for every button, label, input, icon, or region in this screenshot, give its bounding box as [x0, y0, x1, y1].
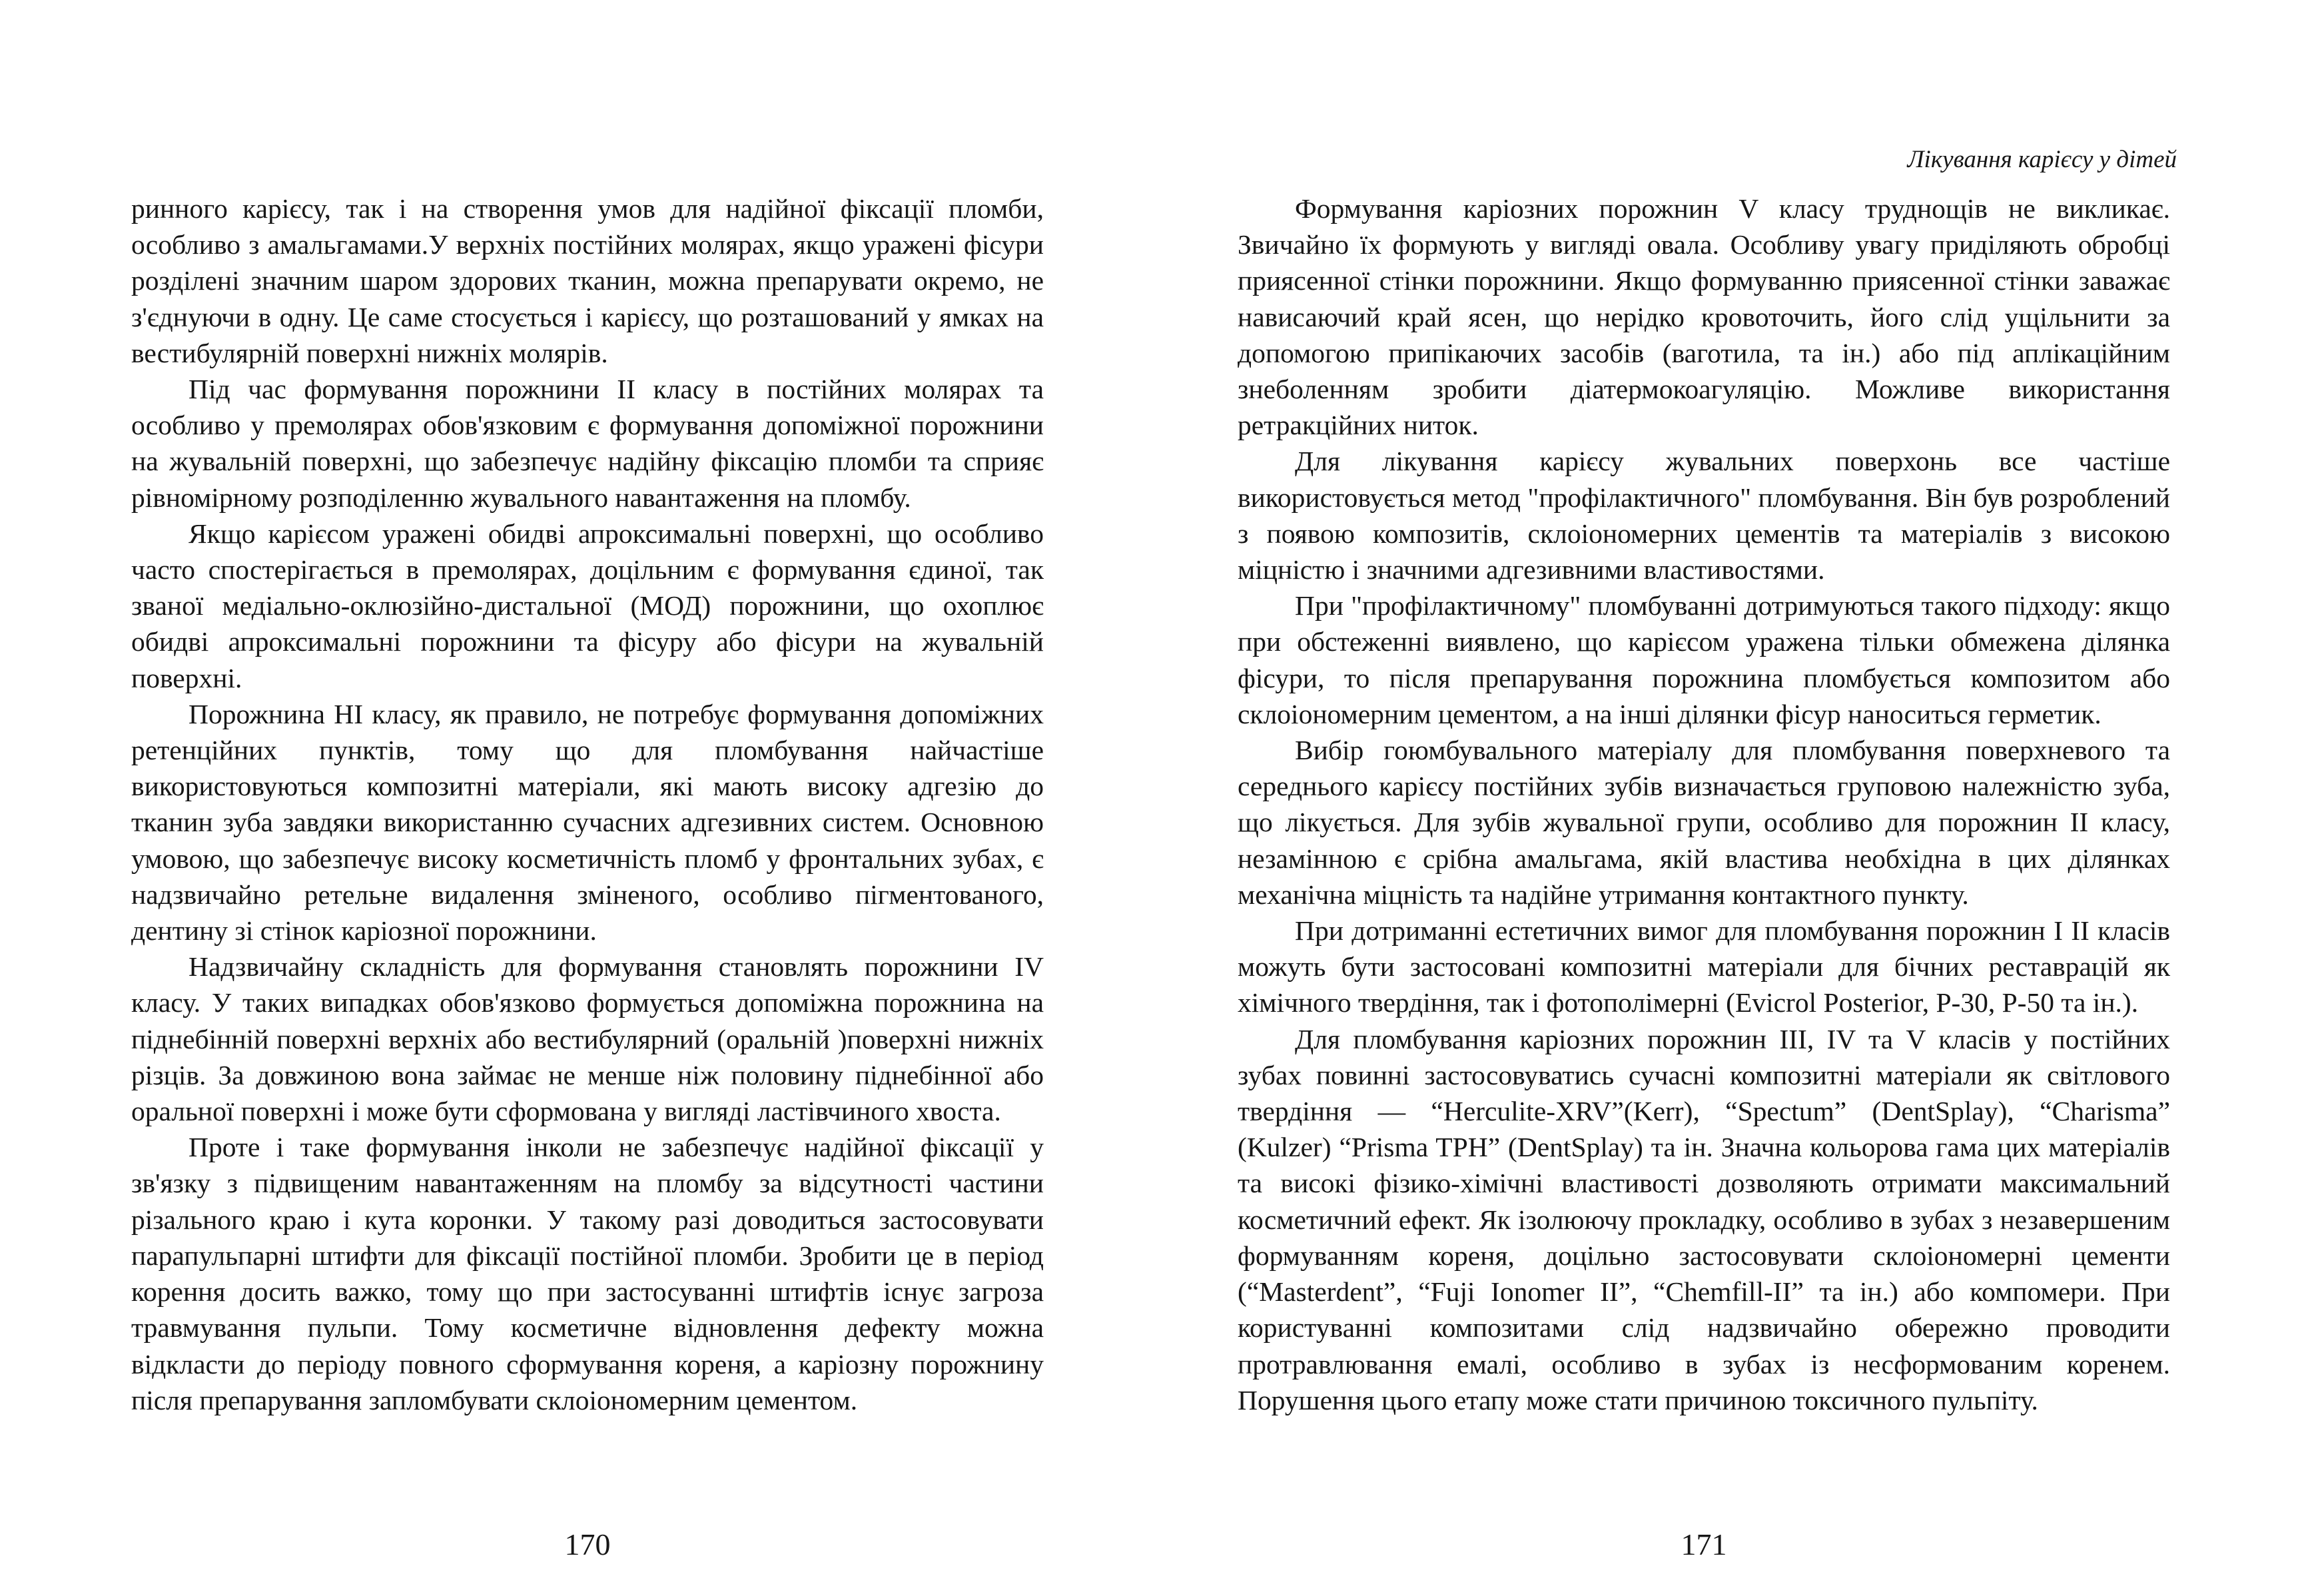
page-number: 171	[1681, 1527, 1727, 1561]
paragraph: Для лікування карієсу жувальних поверхонь все частіше використовується метод "профілактичного" пломбування. Він був розроблений з появою композитів, склоіономерних цементів та матеріалів з високою міцністю і значними адгезивними властивостями.	[1238, 446, 2170, 586]
left-page-body	[131, 191, 1044, 1418]
left-page	[131, 0, 1044, 1596]
paragraph: Для пломбування каріозних порожнин III, IV та V класів у постійних зубах повинні застосовуватись сучасні композитні матеріали як світлового твердіння — “Herculite-XRV”(Kerr), “Spectum” (DentSplay), “Charisma” (Kulzer) “Prisma TPH” (DentSplay) та ін. Значна кольорова гама цих матеріалів та високі фізико-хімічні властивості дозволяють отримати максимальний косметичний ефект. Як ізолюючу прокладку, особливо в зубах з незавершеним формуванням кореня, доцільно застосовувати склоіономерні цементи (“Masterdent”, “Fuji Ionomer II”, “Chemfill-II” та ін.) або компомери. При користуванні композитами слід надзвичайно обережно проводити протравлювання емалі, особливо в зубах із несформованим коренем. Порушення цього етапу може стати причиною токсичного пульпіту.	[1238, 1023, 2170, 1415]
paragraph: Вибір гоюмбувального матеріалу для пломбування поверхневого та середнього карієсу постійних зубів визначається груповою належністю зуба, що лікується. Для зубів жувальної групи, особливо для порожнин II класу, незамінною є срібна амальгама, якій властива необхідна в цих ділянках механічна міцність та надійне утримання контактного пункту.	[1238, 735, 2170, 910]
paragraph: Надзвичайну складність для формування становлять порожнини IV класу. У таких випадках обов'язково формується допоміжна порожнина на піднебінній поверхні верхніх або вестибулярний (оральній )поверхні нижніх різців. За довжиною вона займає не менше ніж половину піднебінної або оральної поверхні і може бути сформована у вигляді ластівчиного хвоста.	[131, 951, 1044, 1127]
paragraph: ринного карієсу, так і на створення умов для надійної фіксації пломби, особливо з амальгамами.У верхніх постійних молярах, якщо уражені фісури розділені значним шаром здорових тканин, можна препарувати окремо, не з'єднуючи в одну. Це саме стосується і карієсу, що розташований у ямках на вестибулярній поверхні нижніх молярів.	[131, 193, 1044, 368]
paragraph: Формування каріозних порожнин V класу труднощів не викликає. Звичайно їх формують у вигляді овала. Особливу увагу приділяють обробці приясенної стінки порожнини. Якщо формуванню приясенної стінки заважає нависаючий край ясен, що нерідко кровоточить, його слід ущільнити за допомогою припікаючих засобів (ваготила, та ін.) або під аплікаційним знеболенням зробити діатермокоагуляцію. Можливе використання ретракційних ниток.	[1238, 193, 2170, 441]
paragraph: Якщо карієсом уражені обидві апроксимальні поверхні, що особливо часто спостерігається в премолярах, доцільним є формування єдиної, так званої медіально-оклюзійно-дистальної (МОД) порожнини, що охоплює обидві апроксимальні порожнини та фісуру або фісури на жувальній поверхні.	[131, 518, 1044, 693]
page-number: 170	[564, 1527, 611, 1561]
paragraph: Порожнина НІ класу, як правило, не потребує формування допоміжних ретенційних пунктів, тому що для пломбування найчастіше використовуються композитні матеріали, які мають високу адгезію до тканин зуба завдяки використанню сучасних адгезивних систем. Основною умовою, що забезпечує високу косметичність пломб у фронтальних зубах, є надзвичайно ретельне видалення зміненого, особливо пігментованого, дентину зі стінок каріозної порожнини.	[131, 698, 1044, 947]
paragraph: Проте і таке формування інколи не забезпечує надійної фіксації у зв'язку з підвищеним навантаженням на пломбу за відсутності частини різального краю і кута коронки. У такому разі доводиться застосовувати парапульпарні штифти для фіксації постійної пломби. Зробити це в період корення досить важко, тому що при застосуванні штифтів існує загроза травмування пульпи. Тому косметичне відновлення дефекту можна відкласти до періоду повного сформування кореня, а каріозну порожнину після препарування запломбувати склоіономерним цементом.	[131, 1132, 1044, 1415]
running-head: Лікування карієсу у дітей	[1907, 146, 2177, 173]
paragraph: При дотриманні естетичних вимог для пломбування порожнин І II класів можуть бути застосовані композитні матеріали для бічних реставрацій як хімічного твердіння, так і фотополімерні (Evicrol Posterior, P-30, P-50 та ін.).	[1238, 915, 2170, 1018]
paragraph: Під час формування порожнини II класу в постійних молярах та особливо у премолярах обов'язковим є формування допоміжної порожнини на жувальній поверхні, що забезпечує надійну фіксацію пломби та сприяє рівномірному розподіленню жувального навантаження на пломбу.	[131, 374, 1044, 513]
right-page	[1238, 0, 2177, 1596]
paragraph: При "профілактичному" пломбуванні дотримуються такого підходу: якщо при обстеженні виявлено, що карієсом уражена тільки обмежена ділянка фісури, то після препарування порожнина пломбується композитом або склоіономерним цементом, а на інші ділянки фісур наноситься герметик.	[1238, 590, 2170, 729]
right-page-body	[1238, 191, 2170, 1418]
